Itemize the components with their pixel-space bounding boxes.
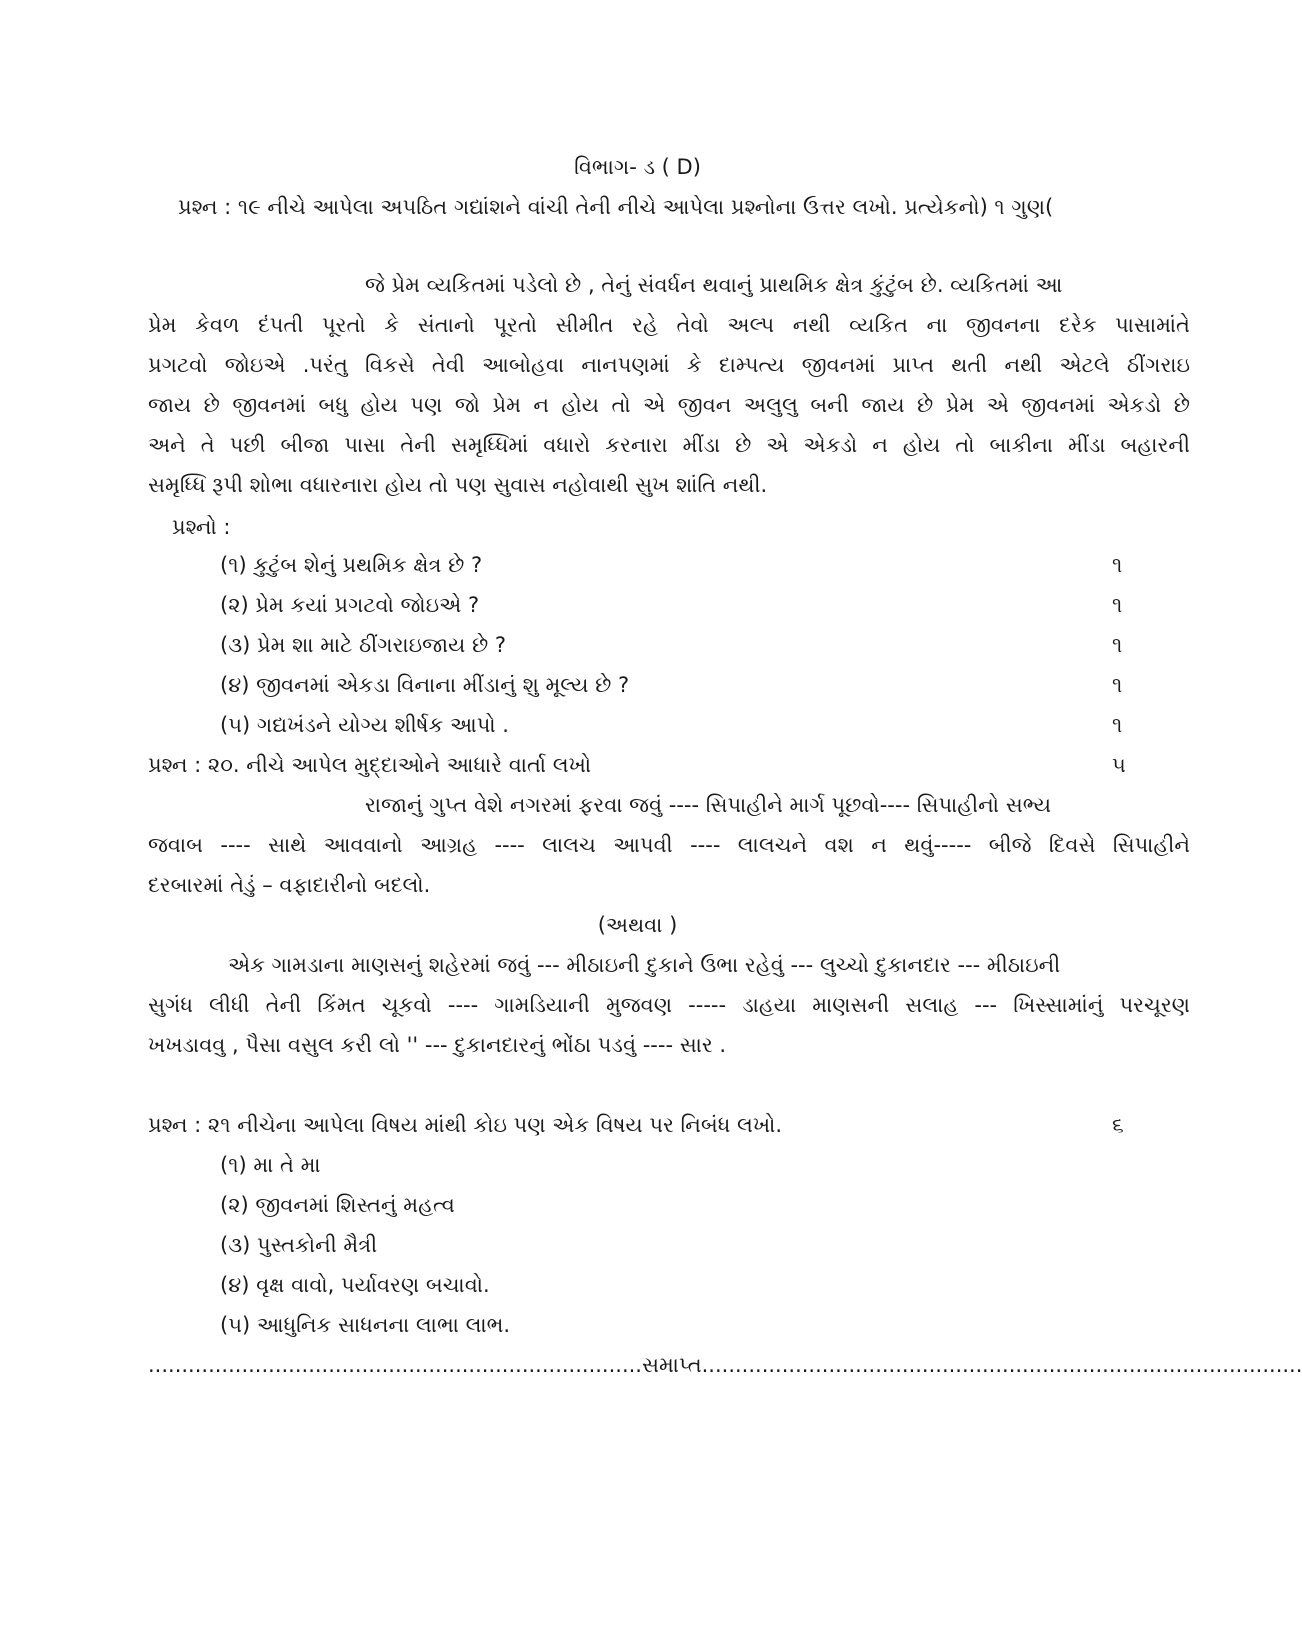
passage-line: અને તે પછી બીજા પાસા તેની સમૃધ્ધિમાં વધારો કરનારા મીંડા છે એ એકડો ન હોય તો બાકીના મીંડા બહારની	[148, 433, 1190, 457]
q20-marks: ૫	[1112, 753, 1126, 777]
story-points-line: દરબારમાં તેડું – વફાદારીનો બદલો.	[148, 873, 431, 897]
essay-topic: (૪) વૃક્ષ વાવો, પર્યાવરણ બચાવો.	[220, 1273, 490, 1297]
question-marks: ૧	[1112, 593, 1123, 617]
q21-marks: ૬	[1112, 1113, 1124, 1137]
question-marks: ૧	[1112, 553, 1123, 577]
question-item: (૨) પ્રેમ કયાં પ્રગટવો જોઇએ ?	[220, 593, 480, 617]
passage-line: પ્રેમ કેવળ દંપતી પૂરતો કે સંતાનો પૂરતો સીમીત રહે તેવો અલ્પ નથી વ્યકિત ના જીવનના દરેક પાસામાંતે	[148, 313, 1190, 337]
question-marks: ૧	[1112, 713, 1123, 737]
section-title: વિભાગ- ડ ( D)	[574, 155, 701, 179]
question-item: (૧) કુટુંબ શેનું પ્રથમિક ક્ષેત્ર છે ?	[220, 553, 483, 577]
question-item: (૫) ગદ્યખંડને યોગ્ય શીર્ષક આપો .	[220, 713, 509, 737]
story-points-line: જવાબ ---- સાથે આવવાનો આગ્રહ ---- લાલચ આપવી ---- લાલચને વશ ન થવું----- બીજે દિવસે સિપાહીને	[148, 833, 1190, 857]
question-item: (૪) જીવનમાં એકડા વિનાના મીંડાનું શુ મૂલ્ય છે ?	[220, 673, 630, 697]
essay-topic: (૫) આધુનિક સાધનના લાભા લાભ.	[220, 1313, 511, 1337]
question-item: (૩) પ્રેમ શા માટે ઠીંગરાઇજાય છે ?	[220, 633, 507, 657]
q21-heading: પ્રશ્ન : ૨૧ નીચેના આપેલા વિષય માંથી કોઇ પણ એક વિષય પર નિબંધ લખો.	[148, 1113, 783, 1137]
story-points-line: ખખડાવવુ , પૈસા વસુલ કરી લો '' --- દુકાનદારનું ભોંઠા પડવું ---- સાર .	[148, 1033, 727, 1057]
essay-topic: (૩) પુસ્તકોની મૈત્રી	[220, 1233, 378, 1257]
passage-line: જાય છે જીવનમાં બધુ હોય પણ જો પ્રેમ ન હોય તો એ જીવન અલુલુ બની જાય છે પ્રેમ એ જીવનમાં એકડો છે	[148, 393, 1190, 417]
essay-topic: (૨) જીવનમાં શિસ્તનું મહત્વ	[220, 1193, 455, 1217]
q19-heading: પ્રશ્ન : ૧૯ નીચે આપેલા અપઠિત ગદ્યાંશને વાંચી તેની નીચે આપેલા પ્રશ્નોના ઉત્તર લખો. પ્રત્યેકનો) ૧ ગુણ(	[178, 195, 1054, 219]
end-marker: ..........................................................................સમાપ્ત..........................................................................................	[148, 1353, 1302, 1377]
question-marks: ૧	[1112, 673, 1123, 697]
question-marks: ૧	[1112, 633, 1123, 657]
or-label: (અથવા )	[597, 913, 678, 937]
passage-line: સમૃધ્ધિ રૂપી શોભા વધારનારા હોય તો પણ સુવાસ નહોવાથી સુખ શાંતિ નથી.	[148, 473, 768, 497]
passage-line: જે પ્રેમ વ્યકિતમાં પડેલો છે , તેનું સંવર્ધન થવાનું પ્રાથમિક ક્ષેત્ર કુંટુંબ છે. વ્યકિતમાં આ	[365, 273, 1063, 297]
story-points-line: સુગંધ લીધી તેની કિંમત ચૂકવો ---- ગામડિયાની મુજવણ ----- ડાહયા માણસની સલાહ --- ખિસ્સામાંનું પરચૂરણ	[148, 993, 1190, 1017]
essay-topic: (૧) મા તે મા	[220, 1153, 321, 1177]
story-points-line: રાજાનું ગુપ્ત વેશે નગરમાં ફરવા જવું ---- સિપાહીને માર્ગ પૂછવો---- સિપાહીનો સભ્ય	[365, 793, 1052, 817]
passage-line: પ્રગટવો જોઇએ .પરંતુ વિકસે તેવી આબોહવા નાનપણમાં કે દામ્પત્ય જીવનમાં પ્રાપ્ત થતી નથી એટલે ઠીંગરાઇ	[148, 353, 1190, 377]
story-points-line: એક ગામડાના માણસનું શહેરમાં જવું --- મીઠાઇની દુકાને ઉભા રહેવું --- લુચ્ચો દુકાનદાર --- મીઠાઇની	[228, 953, 1061, 977]
questions-label: પ્રશ્નો :	[172, 515, 231, 539]
q20-heading: પ્રશ્ન : ૨૦. નીચે આપેલ મુદ્દાઓને આધારે વાર્તા લખો	[148, 753, 592, 777]
